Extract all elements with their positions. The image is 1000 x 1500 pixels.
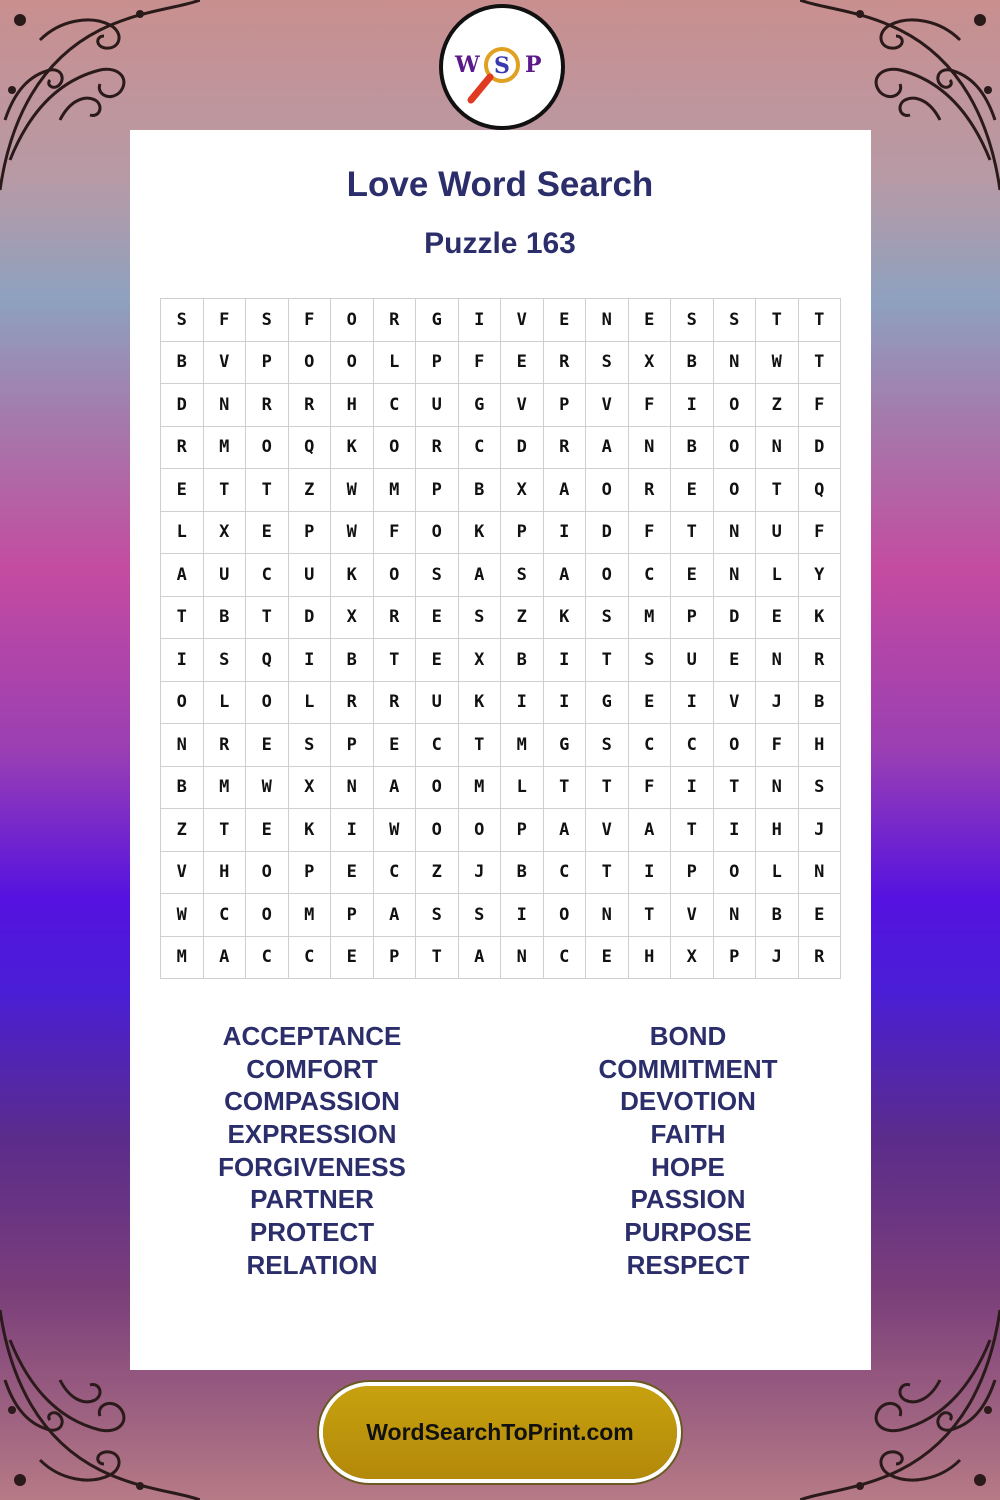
grid-cell[interactable]: I bbox=[629, 852, 672, 895]
logo-letter-p: P bbox=[525, 52, 542, 78]
grid-cell[interactable]: P bbox=[501, 512, 544, 555]
grid-cell[interactable]: R bbox=[204, 724, 247, 767]
word-list-item: EXPRESSION bbox=[227, 1119, 397, 1150]
site-link-button[interactable] bbox=[323, 1386, 677, 1479]
grid-cell[interactable]: N bbox=[331, 767, 374, 810]
grid-cell[interactable]: X bbox=[331, 597, 374, 640]
grid-cell[interactable]: T bbox=[204, 809, 247, 852]
grid-cell[interactable]: U bbox=[289, 554, 332, 597]
grid-cell[interactable]: T bbox=[714, 767, 757, 810]
grid-cell[interactable]: O bbox=[246, 682, 289, 725]
word-list-item: RELATION bbox=[246, 1249, 378, 1280]
logo-letter-s: S bbox=[494, 53, 510, 79]
grid-cell[interactable]: Z bbox=[289, 469, 332, 512]
grid-cell[interactable]: K bbox=[459, 512, 502, 555]
grid-cell[interactable]: A bbox=[374, 894, 417, 937]
word-list-item: RESPECT bbox=[626, 1249, 750, 1280]
grid-cell[interactable]: C bbox=[289, 937, 332, 980]
grid-cell[interactable]: T bbox=[416, 937, 459, 980]
grid-cell[interactable]: B bbox=[459, 469, 502, 512]
grid-cell[interactable]: S bbox=[671, 299, 714, 342]
grid-cell[interactable]: A bbox=[374, 767, 417, 810]
grid-cell[interactable]: A bbox=[544, 469, 587, 512]
grid-cell[interactable]: C bbox=[204, 894, 247, 937]
grid-cell[interactable]: F bbox=[374, 512, 417, 555]
grid-cell[interactable]: B bbox=[204, 597, 247, 640]
grid-cell[interactable]: M bbox=[374, 469, 417, 512]
grid-cell[interactable]: S bbox=[459, 597, 502, 640]
grid-cell[interactable]: E bbox=[374, 724, 417, 767]
grid-cell[interactable]: N bbox=[714, 894, 757, 937]
word-list-item: FAITH bbox=[650, 1119, 726, 1150]
grid-cell[interactable]: U bbox=[671, 639, 714, 682]
word-list-item: ACCEPTANCE bbox=[222, 1021, 402, 1051]
grid-cell[interactable]: K bbox=[331, 427, 374, 470]
grid-cell[interactable]: O bbox=[374, 427, 417, 470]
grid-cell[interactable]: X bbox=[501, 469, 544, 512]
grid-cell[interactable]: S bbox=[714, 299, 757, 342]
grid-cell[interactable]: O bbox=[714, 427, 757, 470]
site-link-label: WordSearchToPrint.com bbox=[366, 1419, 634, 1445]
grid-cell[interactable]: K bbox=[331, 554, 374, 597]
grid-cell[interactable]: E bbox=[629, 299, 672, 342]
grid-cell[interactable]: F bbox=[289, 299, 332, 342]
grid-cell[interactable]: F bbox=[629, 384, 672, 427]
grid-cell[interactable]: A bbox=[544, 809, 587, 852]
grid-cell[interactable]: J bbox=[799, 809, 842, 852]
grid-cell[interactable]: C bbox=[629, 554, 672, 597]
grid-cell[interactable]: P bbox=[289, 512, 332, 555]
grid-cell[interactable]: C bbox=[544, 937, 587, 980]
grid-cell[interactable]: H bbox=[331, 384, 374, 427]
grid-cell[interactable]: O bbox=[331, 342, 374, 385]
grid-cell[interactable]: I bbox=[671, 682, 714, 725]
grid-cell[interactable]: B bbox=[671, 342, 714, 385]
grid-cell[interactable]: T bbox=[161, 597, 204, 640]
grid-cell[interactable]: B bbox=[671, 427, 714, 470]
page-title: Love Word Search bbox=[346, 165, 654, 204]
grid-cell[interactable]: M bbox=[459, 767, 502, 810]
grid-cell[interactable]: N bbox=[586, 299, 629, 342]
grid-cell[interactable]: P bbox=[331, 724, 374, 767]
grid-cell[interactable]: E bbox=[331, 937, 374, 980]
grid-cell[interactable]: T bbox=[799, 342, 842, 385]
grid-cell[interactable]: R bbox=[799, 639, 842, 682]
grid-cell[interactable]: I bbox=[544, 639, 587, 682]
grid-cell[interactable]: A bbox=[629, 809, 672, 852]
grid-cell[interactable]: T bbox=[459, 724, 502, 767]
grid-cell[interactable]: M bbox=[204, 427, 247, 470]
grid-cell[interactable]: O bbox=[714, 469, 757, 512]
grid-cell[interactable]: T bbox=[671, 512, 714, 555]
grid-cell[interactable]: M bbox=[501, 724, 544, 767]
grid-cell[interactable]: N bbox=[629, 427, 672, 470]
word-list-item: PARTNER bbox=[250, 1184, 374, 1215]
puzzle-number: Puzzle 163 bbox=[424, 227, 576, 260]
grid-cell[interactable]: I bbox=[671, 767, 714, 810]
grid-cell[interactable]: S bbox=[799, 767, 842, 810]
grid-cell[interactable]: S bbox=[416, 554, 459, 597]
grid-cell[interactable]: E bbox=[246, 724, 289, 767]
grid-cell[interactable]: L bbox=[161, 512, 204, 555]
grid-cell[interactable]: R bbox=[629, 469, 672, 512]
grid-cell[interactable]: X bbox=[629, 342, 672, 385]
grid-cell[interactable]: Q bbox=[289, 427, 332, 470]
grid-cell[interactable]: O bbox=[714, 852, 757, 895]
grid-cell[interactable]: I bbox=[161, 639, 204, 682]
grid-cell[interactable]: O bbox=[289, 342, 332, 385]
grid-cell[interactable]: O bbox=[331, 299, 374, 342]
word-list-item: COMPASSION bbox=[224, 1086, 400, 1117]
grid-cell[interactable]: S bbox=[289, 724, 332, 767]
grid-cell[interactable]: B bbox=[331, 639, 374, 682]
word-list-item: FORGIVENESS bbox=[218, 1151, 406, 1182]
grid-cell[interactable]: E bbox=[586, 937, 629, 980]
grid-cell[interactable]: H bbox=[799, 724, 842, 767]
grid-cell[interactable]: V bbox=[714, 682, 757, 725]
grid-cell[interactable]: T bbox=[544, 767, 587, 810]
word-list-item: PROTECT bbox=[249, 1217, 375, 1248]
grid-cell[interactable]: I bbox=[501, 682, 544, 725]
grid-cell[interactable]: P bbox=[544, 384, 587, 427]
grid-cell[interactable]: N bbox=[799, 852, 842, 895]
grid-cell[interactable]: F bbox=[799, 384, 842, 427]
grid-cell[interactable]: S bbox=[586, 724, 629, 767]
grid-cell[interactable]: D bbox=[501, 427, 544, 470]
grid-cell[interactable]: P bbox=[501, 809, 544, 852]
grid-cell[interactable]: P bbox=[416, 342, 459, 385]
grid-cell[interactable]: O bbox=[714, 724, 757, 767]
grid-cell[interactable]: R bbox=[374, 299, 417, 342]
grid-cell[interactable]: I bbox=[289, 639, 332, 682]
grid-cell[interactable]: N bbox=[756, 639, 799, 682]
grid-cell[interactable]: C bbox=[459, 427, 502, 470]
grid-cell[interactable]: R bbox=[246, 384, 289, 427]
grid-cell[interactable]: X bbox=[459, 639, 502, 682]
grid-cell[interactable]: Z bbox=[161, 809, 204, 852]
grid-cell[interactable]: V bbox=[671, 894, 714, 937]
grid-cell[interactable]: O bbox=[161, 682, 204, 725]
grid-cell[interactable]: B bbox=[501, 639, 544, 682]
grid-cell[interactable]: M bbox=[204, 767, 247, 810]
grid-cell[interactable]: D bbox=[289, 597, 332, 640]
grid-cell[interactable]: N bbox=[756, 767, 799, 810]
grid-cell[interactable]: S bbox=[629, 639, 672, 682]
grid-cell[interactable]: A bbox=[459, 554, 502, 597]
grid-cell[interactable]: F bbox=[629, 767, 672, 810]
word-list-item: PASSION bbox=[630, 1184, 746, 1215]
grid-cell[interactable]: E bbox=[416, 597, 459, 640]
grid-cell[interactable]: O bbox=[246, 894, 289, 937]
grid-cell[interactable]: O bbox=[586, 469, 629, 512]
grid-cell[interactable]: R bbox=[374, 682, 417, 725]
grid-cell[interactable]: C bbox=[416, 724, 459, 767]
grid-cell[interactable]: P bbox=[246, 342, 289, 385]
grid-cell[interactable]: A bbox=[161, 554, 204, 597]
grid-cell[interactable]: O bbox=[714, 384, 757, 427]
grid-cell[interactable]: X bbox=[289, 767, 332, 810]
grid-cell[interactable]: U bbox=[416, 682, 459, 725]
grid-cell[interactable]: T bbox=[671, 809, 714, 852]
grid-cell[interactable]: Y bbox=[799, 554, 842, 597]
grid-cell[interactable]: R bbox=[289, 384, 332, 427]
grid-cell[interactable]: L bbox=[374, 342, 417, 385]
grid-cell[interactable]: E bbox=[799, 894, 842, 937]
grid-cell[interactable]: S bbox=[204, 639, 247, 682]
grid-cell[interactable]: C bbox=[374, 384, 417, 427]
grid-cell[interactable]: N bbox=[714, 512, 757, 555]
grid-cell[interactable]: T bbox=[756, 469, 799, 512]
grid-cell[interactable]: O bbox=[416, 512, 459, 555]
grid-cell[interactable]: V bbox=[161, 852, 204, 895]
grid-cell[interactable]: C bbox=[629, 724, 672, 767]
grid-cell[interactable]: E bbox=[629, 682, 672, 725]
grid-cell[interactable]: W bbox=[246, 767, 289, 810]
logo-letter-w: W bbox=[455, 52, 480, 78]
grid-cell[interactable]: A bbox=[586, 427, 629, 470]
grid-cell[interactable]: S bbox=[416, 894, 459, 937]
grid-cell[interactable]: N bbox=[714, 342, 757, 385]
grid-cell[interactable]: N bbox=[756, 427, 799, 470]
grid-cell[interactable]: G bbox=[544, 724, 587, 767]
grid-cell[interactable]: L bbox=[756, 554, 799, 597]
grid-cell[interactable]: M bbox=[289, 894, 332, 937]
grid-cell[interactable]: K bbox=[799, 597, 842, 640]
grid-cell[interactable]: O bbox=[416, 809, 459, 852]
grid-cell[interactable]: L bbox=[289, 682, 332, 725]
grid-cell[interactable]: P bbox=[671, 852, 714, 895]
grid-cell[interactable]: A bbox=[459, 937, 502, 980]
grid-cell[interactable]: C bbox=[374, 852, 417, 895]
grid-cell[interactable]: P bbox=[374, 937, 417, 980]
grid-cell[interactable]: C bbox=[671, 724, 714, 767]
grid-cell[interactable]: O bbox=[246, 427, 289, 470]
grid-cell[interactable]: X bbox=[671, 937, 714, 980]
grid-cell[interactable]: T bbox=[799, 299, 842, 342]
grid-cell[interactable]: I bbox=[671, 384, 714, 427]
grid-cell[interactable]: E bbox=[501, 342, 544, 385]
wsp-logo bbox=[439, 4, 565, 130]
grid-cell[interactable]: F bbox=[459, 342, 502, 385]
grid-cell[interactable]: R bbox=[161, 427, 204, 470]
word-list-right bbox=[528, 1020, 848, 1282]
grid-cell[interactable]: R bbox=[374, 597, 417, 640]
grid-cell[interactable]: R bbox=[799, 937, 842, 980]
grid-cell[interactable]: J bbox=[756, 682, 799, 725]
grid-cell[interactable]: B bbox=[756, 894, 799, 937]
grid-cell[interactable]: G bbox=[459, 384, 502, 427]
grid-cell[interactable]: T bbox=[586, 852, 629, 895]
grid-cell[interactable]: O bbox=[374, 554, 417, 597]
grid-cell[interactable]: T bbox=[204, 469, 247, 512]
grid-cell[interactable]: V bbox=[501, 299, 544, 342]
grid-cell[interactable]: G bbox=[586, 682, 629, 725]
grid-cell[interactable]: K bbox=[459, 682, 502, 725]
grid-cell[interactable]: R bbox=[416, 427, 459, 470]
grid-cell[interactable]: W bbox=[331, 512, 374, 555]
grid-cell[interactable]: B bbox=[161, 342, 204, 385]
grid-cell[interactable]: R bbox=[544, 342, 587, 385]
grid-cell[interactable]: X bbox=[204, 512, 247, 555]
grid-cell[interactable]: D bbox=[714, 597, 757, 640]
grid-cell[interactable]: C bbox=[544, 852, 587, 895]
grid-cell[interactable]: J bbox=[459, 852, 502, 895]
grid-cell[interactable]: N bbox=[161, 724, 204, 767]
grid-cell[interactable]: D bbox=[799, 427, 842, 470]
grid-cell[interactable]: O bbox=[459, 809, 502, 852]
grid-cell[interactable]: O bbox=[586, 554, 629, 597]
grid-cell[interactable]: I bbox=[501, 894, 544, 937]
grid-cell[interactable]: F bbox=[629, 512, 672, 555]
grid-cell[interactable]: I bbox=[544, 682, 587, 725]
grid-cell[interactable]: A bbox=[204, 937, 247, 980]
grid-cell[interactable]: T bbox=[246, 469, 289, 512]
grid-cell[interactable]: P bbox=[671, 597, 714, 640]
grid-cell[interactable]: M bbox=[161, 937, 204, 980]
grid-cell[interactable]: L bbox=[501, 767, 544, 810]
grid-cell[interactable]: P bbox=[289, 852, 332, 895]
grid-cell[interactable]: V bbox=[586, 809, 629, 852]
grid-cell[interactable]: S bbox=[501, 554, 544, 597]
grid-cell[interactable]: E bbox=[246, 809, 289, 852]
grid-cell[interactable]: G bbox=[416, 299, 459, 342]
grid-cell[interactable]: E bbox=[714, 639, 757, 682]
grid-cell[interactable]: E bbox=[416, 639, 459, 682]
grid-cell[interactable]: V bbox=[204, 342, 247, 385]
grid-cell[interactable]: E bbox=[671, 469, 714, 512]
grid-cell[interactable]: C bbox=[246, 554, 289, 597]
letter-grid bbox=[160, 298, 841, 979]
grid-cell[interactable]: L bbox=[204, 682, 247, 725]
word-list-item: COMFORT bbox=[246, 1053, 378, 1084]
grid-cell[interactable]: T bbox=[586, 767, 629, 810]
grid-cell[interactable]: W bbox=[161, 894, 204, 937]
word-list-item: BOND bbox=[649, 1021, 727, 1051]
grid-cell[interactable]: V bbox=[501, 384, 544, 427]
grid-cell[interactable]: B bbox=[501, 852, 544, 895]
grid-cell[interactable]: T bbox=[374, 639, 417, 682]
grid-cell[interactable]: M bbox=[629, 597, 672, 640]
grid-cell[interactable]: C bbox=[246, 937, 289, 980]
grid-cell[interactable]: E bbox=[756, 597, 799, 640]
grid-cell[interactable]: W bbox=[374, 809, 417, 852]
grid-cell[interactable]: P bbox=[331, 894, 374, 937]
grid-cell[interactable]: J bbox=[756, 937, 799, 980]
grid-cell[interactable]: Z bbox=[416, 852, 459, 895]
grid-cell[interactable]: S bbox=[586, 597, 629, 640]
grid-cell[interactable]: D bbox=[586, 512, 629, 555]
grid-cell[interactable]: I bbox=[459, 299, 502, 342]
grid-cell[interactable]: H bbox=[756, 809, 799, 852]
grid-cell[interactable]: N bbox=[204, 384, 247, 427]
grid-cell[interactable]: Q bbox=[799, 469, 842, 512]
grid-cell[interactable]: Z bbox=[501, 597, 544, 640]
grid-cell[interactable]: K bbox=[289, 809, 332, 852]
grid-cell[interactable]: R bbox=[331, 682, 374, 725]
grid-cell[interactable]: I bbox=[714, 809, 757, 852]
grid-cell[interactable]: P bbox=[416, 469, 459, 512]
grid-cell[interactable]: E bbox=[544, 299, 587, 342]
grid-cell[interactable]: O bbox=[416, 767, 459, 810]
grid-cell[interactable]: L bbox=[756, 852, 799, 895]
grid-cell[interactable]: N bbox=[586, 894, 629, 937]
grid-cell[interactable]: K bbox=[544, 597, 587, 640]
grid-cell[interactable]: E bbox=[671, 554, 714, 597]
grid-cell[interactable]: O bbox=[544, 894, 587, 937]
grid-cell[interactable]: Q bbox=[246, 639, 289, 682]
grid-cell[interactable]: H bbox=[629, 937, 672, 980]
grid-cell[interactable]: Z bbox=[756, 384, 799, 427]
word-list-item: COMMITMENT bbox=[598, 1053, 778, 1084]
grid-cell[interactable]: U bbox=[416, 384, 459, 427]
grid-cell[interactable]: E bbox=[246, 512, 289, 555]
grid-cell[interactable]: D bbox=[161, 384, 204, 427]
grid-cell[interactable]: S bbox=[246, 299, 289, 342]
grid-cell[interactable]: T bbox=[756, 299, 799, 342]
grid-cell[interactable]: S bbox=[161, 299, 204, 342]
grid-cell[interactable]: B bbox=[161, 767, 204, 810]
grid-cell[interactable]: S bbox=[459, 894, 502, 937]
grid-cell[interactable]: T bbox=[629, 894, 672, 937]
grid-cell[interactable]: F bbox=[799, 512, 842, 555]
grid-cell[interactable]: S bbox=[586, 342, 629, 385]
word-list-item: DEVOTION bbox=[620, 1086, 756, 1117]
grid-cell[interactable]: V bbox=[586, 384, 629, 427]
grid-cell[interactable]: U bbox=[204, 554, 247, 597]
grid-cell[interactable]: O bbox=[246, 852, 289, 895]
grid-cell[interactable]: F bbox=[756, 724, 799, 767]
grid-cell[interactable]: T bbox=[246, 597, 289, 640]
grid-cell[interactable]: T bbox=[586, 639, 629, 682]
grid-cell[interactable]: E bbox=[161, 469, 204, 512]
grid-cell[interactable]: W bbox=[331, 469, 374, 512]
grid-cell[interactable]: N bbox=[501, 937, 544, 980]
grid-cell[interactable]: P bbox=[714, 937, 757, 980]
word-list-left bbox=[152, 1020, 472, 1282]
grid-cell[interactable]: W bbox=[756, 342, 799, 385]
word-list-item: PURPOSE bbox=[624, 1217, 752, 1248]
grid-cell[interactable]: B bbox=[799, 682, 842, 725]
grid-cell[interactable]: A bbox=[544, 554, 587, 597]
grid-cell[interactable]: N bbox=[714, 554, 757, 597]
grid-cell[interactable]: U bbox=[756, 512, 799, 555]
grid-cell[interactable]: R bbox=[544, 427, 587, 470]
grid-cell[interactable]: I bbox=[331, 809, 374, 852]
word-list-item: HOPE bbox=[651, 1151, 725, 1182]
grid-cell[interactable]: I bbox=[544, 512, 587, 555]
grid-cell[interactable]: F bbox=[204, 299, 247, 342]
grid-cell[interactable]: H bbox=[204, 852, 247, 895]
grid-cell[interactable]: E bbox=[331, 852, 374, 895]
